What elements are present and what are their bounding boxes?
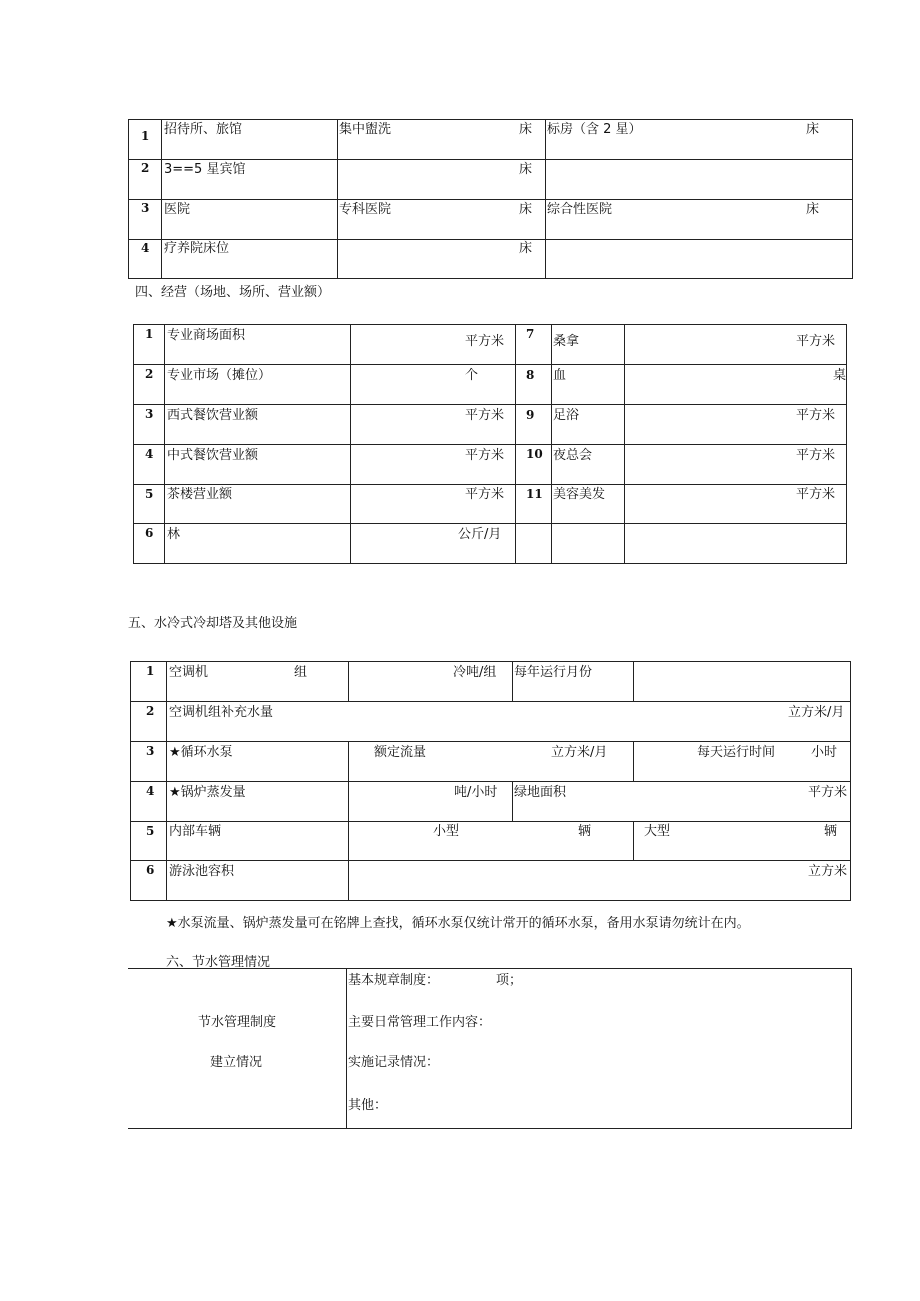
item-name: 夜总会 <box>553 448 593 463</box>
unit-label: 平方米 <box>465 334 505 349</box>
sub-category: 标房（含 2 星） <box>547 122 642 137</box>
unit-label: 小时 <box>811 745 838 760</box>
category-name: 3==5 星宾馆 <box>164 162 246 177</box>
category-name: 医院 <box>164 202 191 217</box>
row-number: 2 <box>146 704 155 718</box>
unit-label: 辆 <box>824 824 838 839</box>
unit-label: 个 <box>465 368 479 383</box>
item-label: 每天运行时间 <box>697 745 776 760</box>
row-number: 3 <box>145 407 154 421</box>
row-number: 3 <box>141 201 150 215</box>
unit-label: 平方米 <box>796 448 836 463</box>
item-name: 茶楼营业额 <box>167 487 233 502</box>
item-name: 桑拿 <box>553 334 580 349</box>
item-name: 血 <box>553 368 567 383</box>
item-label: 每年运行月份 <box>514 665 593 680</box>
unit-label: 辆 <box>578 824 592 839</box>
row-number: 2 <box>145 367 154 381</box>
system-label: 建立情况 <box>210 1055 263 1070</box>
unit-label: 平方米 <box>465 448 505 463</box>
section-heading: 四、经营（场地、场所、营业额） <box>135 285 331 300</box>
row-number: 4 <box>146 784 155 798</box>
other-label: 其他： <box>348 1098 388 1113</box>
sub-category: 集中盥洗 <box>339 122 392 137</box>
unit-label: 立方米/月 <box>551 745 608 760</box>
section-heading: 六、节水管理情况 <box>166 955 271 970</box>
row-number: 3 <box>146 744 155 758</box>
unit-label: 床 <box>519 202 533 217</box>
lodging-table <box>128 119 853 279</box>
unit-label: 平方米 <box>796 487 836 502</box>
unit-label: 立方米/月 <box>788 705 845 720</box>
row-number: 2 <box>141 161 150 175</box>
system-label: 节水管理制度 <box>198 1015 277 1030</box>
row-number: 5 <box>146 824 155 838</box>
unit-label: 床 <box>806 122 820 137</box>
business-table <box>133 324 847 564</box>
unit-label: 床 <box>519 122 533 137</box>
row-number: 9 <box>526 408 535 422</box>
unit-label: 平方米 <box>796 334 836 349</box>
item-name: 空调机 <box>169 665 209 680</box>
item-label: 额定流量 <box>374 745 427 760</box>
unit-label: 床 <box>519 241 533 256</box>
row-number: 5 <box>145 487 154 501</box>
unit-label: 平方米 <box>808 785 848 800</box>
unit-label: 床 <box>519 162 533 177</box>
basic-rules-label: 基本规章制度： <box>348 973 440 988</box>
row-number: 1 <box>146 664 155 678</box>
cooling-table <box>130 661 851 901</box>
sub-category: 专科医院 <box>339 202 392 217</box>
unit-label: 平方米 <box>796 408 836 423</box>
unit-label: 平方米 <box>465 487 505 502</box>
unit-label: 桌 <box>833 368 847 383</box>
unit-label: 冷吨/组 <box>453 665 497 680</box>
row-number: 11 <box>526 487 543 501</box>
row-number: 1 <box>141 129 150 143</box>
sub-category: 综合性医院 <box>547 202 613 217</box>
row-number: 6 <box>145 526 154 540</box>
unit-label: 床 <box>806 202 820 217</box>
item-name: 美容美发 <box>553 487 606 502</box>
item-name: 林 <box>167 527 181 542</box>
row-number: 10 <box>526 447 543 461</box>
item-name: 中式餐饮营业额 <box>167 448 259 463</box>
row-number: 8 <box>526 368 535 382</box>
item-name: 西式餐饮营业额 <box>167 408 259 423</box>
daily-management-label: 主要日常管理工作内容： <box>348 1015 492 1030</box>
record-label: 实施记录情况： <box>348 1055 440 1070</box>
item-label: 小型 <box>433 824 460 839</box>
unit-label: 立方米 <box>808 864 848 879</box>
unit-label: 公斤/月 <box>458 527 502 542</box>
item-name: 内部车辆 <box>169 824 222 839</box>
section-heading: 五、水冷式冷却塔及其他设施 <box>128 616 298 631</box>
row-number: 4 <box>145 447 154 461</box>
row-number: 6 <box>146 863 155 877</box>
item-name: 空调机组补充水量 <box>169 705 274 720</box>
item-name: 足浴 <box>553 408 580 423</box>
item-label: 大型 <box>644 824 671 839</box>
item-name: ★循环水泵 <box>169 745 233 760</box>
category-name: 招待所、旅馆 <box>164 122 243 137</box>
item-label: 绿地面积 <box>514 785 567 800</box>
unit-label: 组 <box>294 665 308 680</box>
row-number: 7 <box>526 327 535 341</box>
unit-label: 吨/小时 <box>454 785 498 800</box>
item-name: ★锅炉蒸发量 <box>169 785 246 800</box>
unit-label: 平方米 <box>465 408 505 423</box>
footnote: ★水泵流量、锅炉蒸发量可在铭牌上查找，循环水泵仅统计常开的循环水泵，备用水泵请勿统计在内。 <box>166 916 750 931</box>
basic-rules-unit: 项； <box>496 973 523 988</box>
category-name: 疗养院床位 <box>164 241 230 256</box>
item-name: 专业市场（摊位） <box>167 368 272 383</box>
row-number: 4 <box>141 241 150 255</box>
row-number: 1 <box>145 327 154 341</box>
item-name: 专业商场面积 <box>167 328 246 343</box>
item-name: 游泳池容积 <box>169 864 235 879</box>
water-management-table <box>128 968 852 1129</box>
